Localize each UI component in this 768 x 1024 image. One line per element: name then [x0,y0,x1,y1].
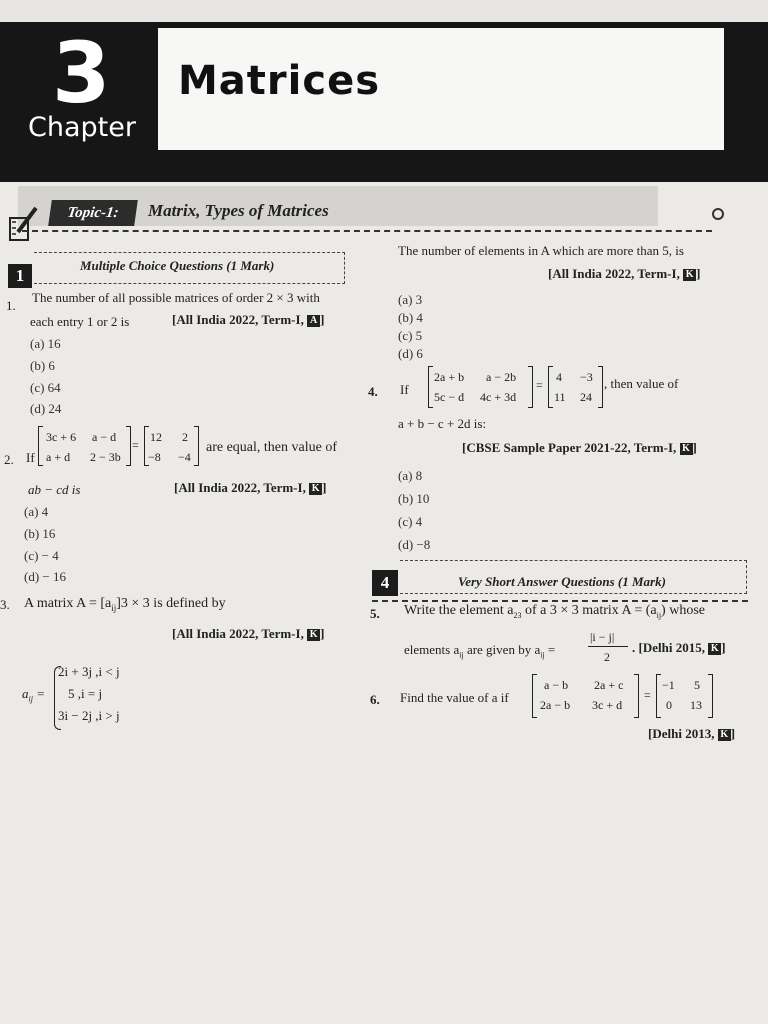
q6-m1-d: 3c + d [592,698,623,712]
q1-option-b: (b) 6 [30,358,55,373]
q4-number: 4. [368,384,378,399]
q3-source-2: [All India 2022, Term-I, K ] [548,266,701,281]
q4-matrix2-right-bracket [598,366,603,408]
q4-level-badge: K [680,443,693,455]
q5-line2: elements $a_{ij}$ are given by $a_{ij}$ = [404,642,556,660]
q6-number: 6. [370,692,380,707]
q6-matrix1-left-bracket [532,674,537,718]
q2-option-c: (c) − 4 [24,548,59,563]
q6-m2-c: 0 [666,698,672,712]
q4-option-b: (b) 10 [398,491,430,506]
q4-m2-c: 11 [554,390,566,404]
q2-tail: are equal, then value of [206,440,337,455]
q5-text: Write the element $a_{23}$ of a 3 × 3 matrix $A = (a_{ij})$ whose [404,603,705,620]
q5-source: . [Delhi 2015, K ] [632,640,726,655]
q4-if: If [400,382,409,397]
q5-fraction-numerator: |i − j| [590,630,615,644]
q5-number: 5. [370,606,380,621]
q6-m2-d: 13 [690,698,702,712]
q3-option-b: (b) 4 [398,310,423,325]
q6-equals: = [644,688,651,702]
q2-m2-a: 12 [150,430,162,444]
q3-case-1: 2i + 3j ,i < j [58,664,120,679]
q4-m2-a: 4 [556,370,562,384]
q6-m1-a: a − b [544,678,569,692]
topic-name: Matrix, Types of Matrices [148,201,329,220]
section-number-vsa: 4 [372,570,398,596]
q2-m2-d: −4 [178,450,191,464]
q4-tail: , then value of [604,376,679,391]
q4-matrix2-left-bracket [548,366,553,408]
q1-source: [All India 2022, Term-I, A ] [172,312,325,327]
q2-option-d: (d) − 16 [24,569,66,584]
q4-line2: a + b − c + 2d is: [398,416,487,431]
q5-level-badge: K [708,643,721,655]
q4-source: [CBSE Sample Paper 2021-22, Term-I, K ] [462,440,697,455]
q3-source: [All India 2022, Term-I, K ] [172,626,325,641]
topic-divider [22,230,712,232]
q3-continuation: The number of elements in A which are more than 5, is [398,243,684,258]
q4-m1-b: a − 2b [486,370,517,384]
q3-case-3: 3i − 2j ,i > j [58,708,120,723]
q3-option-d: (d) 6 [398,346,423,361]
q4-m2-b: −3 [580,370,593,384]
q2-source: [All India 2022, Term-I, K ] [174,480,327,495]
chapter-title: Matrices [178,58,381,104]
q3-lhs: $a_{ij}$ = [22,686,45,704]
section-vsa-divider [372,600,748,602]
q3-option-c: (c) 5 [398,328,423,343]
q6-matrix2-right-bracket [708,674,713,718]
q2-matrix1-left-bracket [38,426,43,466]
q6-m2-b: 5 [694,678,700,692]
q1-option-a: (a) 16 [30,336,61,351]
q2-m1-b: a − d [92,430,117,444]
q2-option-b: (b) 16 [24,526,56,541]
q6-m1-b: 2a + c [594,678,624,692]
q5-fraction-bar [588,646,628,647]
q2-matrix2-right-bracket [194,426,199,466]
q6-matrix2-left-bracket [656,674,661,718]
q3-number: 3. [0,597,10,612]
q3-text: A matrix $A = [a_{ij}]3 \times 3$ is defined by [24,596,226,613]
q2-m1-c: a + d [46,450,71,464]
q1-text-line2: each entry 1 or 2 is [30,314,130,329]
q2-level-badge: K [309,483,322,495]
q6-matrix1-right-bracket [634,674,639,718]
q4-option-a: (a) 8 [398,468,423,483]
q2-equals: = [132,438,139,452]
q4-matrix1-right-bracket [528,366,533,408]
q1-option-d: (d) 24 [30,401,62,416]
pencil-icon [8,206,40,242]
q2-number: 2. [4,452,14,467]
q1-text: The number of all possible matrices of order 2 × 3 with [32,290,320,305]
q4-m2-d: 24 [580,390,592,404]
q4-equals: = [536,378,543,392]
q2-m1-a: 3c + 6 [46,430,77,444]
divider-end-circle-icon [712,208,724,220]
q2-option-a: (a) 4 [24,504,49,519]
q2-matrix1-right-bracket [126,426,131,466]
chapter-word: Chapter [28,112,136,143]
q4-option-d: (d) −8 [398,537,431,552]
q1-option-c: (c) 64 [30,380,61,395]
section-number-mcq: 1 [8,264,32,288]
topic-label: Topic-1: [48,200,138,226]
q3-level-badge-2: K [683,269,696,281]
q6-m2-a: −1 [662,678,675,692]
q6-m1-c: 2a − b [540,698,571,712]
q6-level-badge: K [718,729,731,741]
section-title-mcq: Multiple Choice Questions (1 Mark) [80,258,275,273]
q3-level-badge: K [307,629,320,641]
q2-m2-b: 2 [182,430,188,444]
chapter-number: 3 [52,24,111,122]
q2-m1-d: 2 − 3b [90,450,121,464]
q4-m1-a: 2a + b [434,370,465,384]
q1-number: 1. [6,298,16,313]
q6-source: [Delhi 2013, K ] [648,726,736,741]
q4-m1-c: 5c − d [434,390,465,404]
q2-if: If [26,450,35,465]
q5-fraction-denominator: 2 [604,650,610,664]
q1-level-badge: A [307,315,320,327]
q6-text: Find the value of a if [400,690,509,705]
section-title-vsa: Very Short Answer Questions (1 Mark) [458,574,666,589]
q2-m2-c: −8 [148,450,161,464]
q3-option-a: (a) 3 [398,292,423,307]
q4-option-c: (c) 4 [398,514,423,529]
q4-m1-d: 4c + 3d [480,390,517,404]
q3-case-2: 5 ,i = j [68,686,103,701]
q4-matrix1-left-bracket [428,366,433,408]
q2-line2: ab − cd is [28,482,81,497]
